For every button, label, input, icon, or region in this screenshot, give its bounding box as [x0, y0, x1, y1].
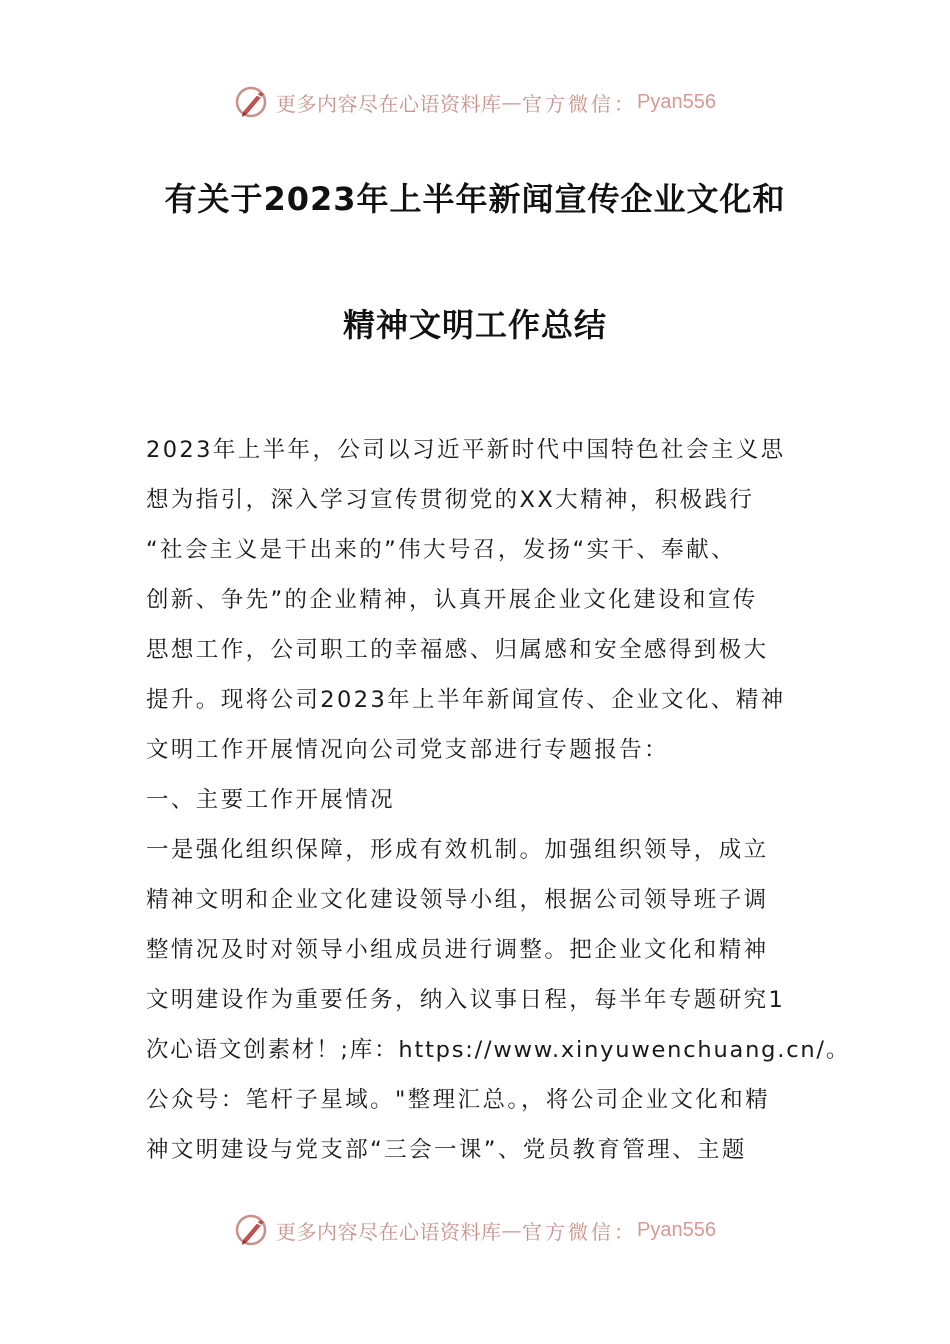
watermark-text: 更多内容尽在心语资料库 [276, 91, 502, 116]
body-line: 思想工作，公司职工的幸福感、归属感和安全感得到极大 [146, 637, 769, 663]
document-title-line-1: 有关于2023年上半年新闻宣传企业文化和 [164, 180, 786, 218]
body-line: 2023年上半年，公司以习近平新时代中国特色社会主义思 [146, 437, 786, 463]
document-title-line-2: 精神文明工作总结 [342, 306, 607, 344]
header-watermark [0, 80, 950, 124]
body-line: “社会主义是干出来的”伟大号召，发扬“实干、奉献、 [146, 537, 736, 563]
watermark-wechat-id: Pyan556 [637, 90, 716, 113]
body-line: 公众号：笔杆子星域。"整理汇总。，将公司企业文化和精 [146, 1087, 771, 1113]
section-heading: 一、主要工作开展情况 [146, 787, 396, 813]
body-line: 提升。现将公司2023年上半年新闻宣传、企业文化、精神 [146, 687, 786, 713]
watermark-official-label: 官方微信： [522, 1219, 638, 1244]
watermark-dash: — [501, 90, 523, 114]
body-line: 创新、争先”的企业精神，认真开展企业文化建设和宣传 [146, 587, 758, 613]
body-line: 神文明建设与党支部“三会一课”、党员教育管理、主题 [146, 1137, 747, 1163]
body-line: 精神文明和企业文化建设领导小组，根据公司领导班子调 [146, 887, 769, 913]
document-body [146, 425, 851, 1175]
footer-watermark [0, 1208, 950, 1252]
pen-logo-icon [234, 84, 270, 120]
watermark-wechat-id: Pyan556 [637, 1218, 716, 1241]
watermark-text: 更多内容尽在心语资料库 [276, 1219, 502, 1244]
body-line: 整情况及时对领导小组成员进行调整。把企业文化和精神 [146, 937, 769, 963]
body-line: 文明建设作为重要任务，纳入议事日程，每半年专题研究1 [146, 987, 786, 1013]
watermark-official-label: 官方微信： [522, 91, 638, 116]
body-line: 一是强化组织保障，形成有效机制。加强组织领导，成立 [146, 837, 769, 863]
body-line: 文明工作开展情况向公司党支部进行专题报告： [146, 737, 669, 763]
body-line: 想为指引，深入学习宣传贯彻党的XX大精神，积极践行 [146, 487, 755, 513]
body-line-url: 次心语文创素材！;库：https://www.xinyuwenchuang.cn/。 [146, 1037, 851, 1063]
watermark-dash: — [501, 1218, 523, 1242]
pen-logo-icon [234, 1212, 270, 1248]
